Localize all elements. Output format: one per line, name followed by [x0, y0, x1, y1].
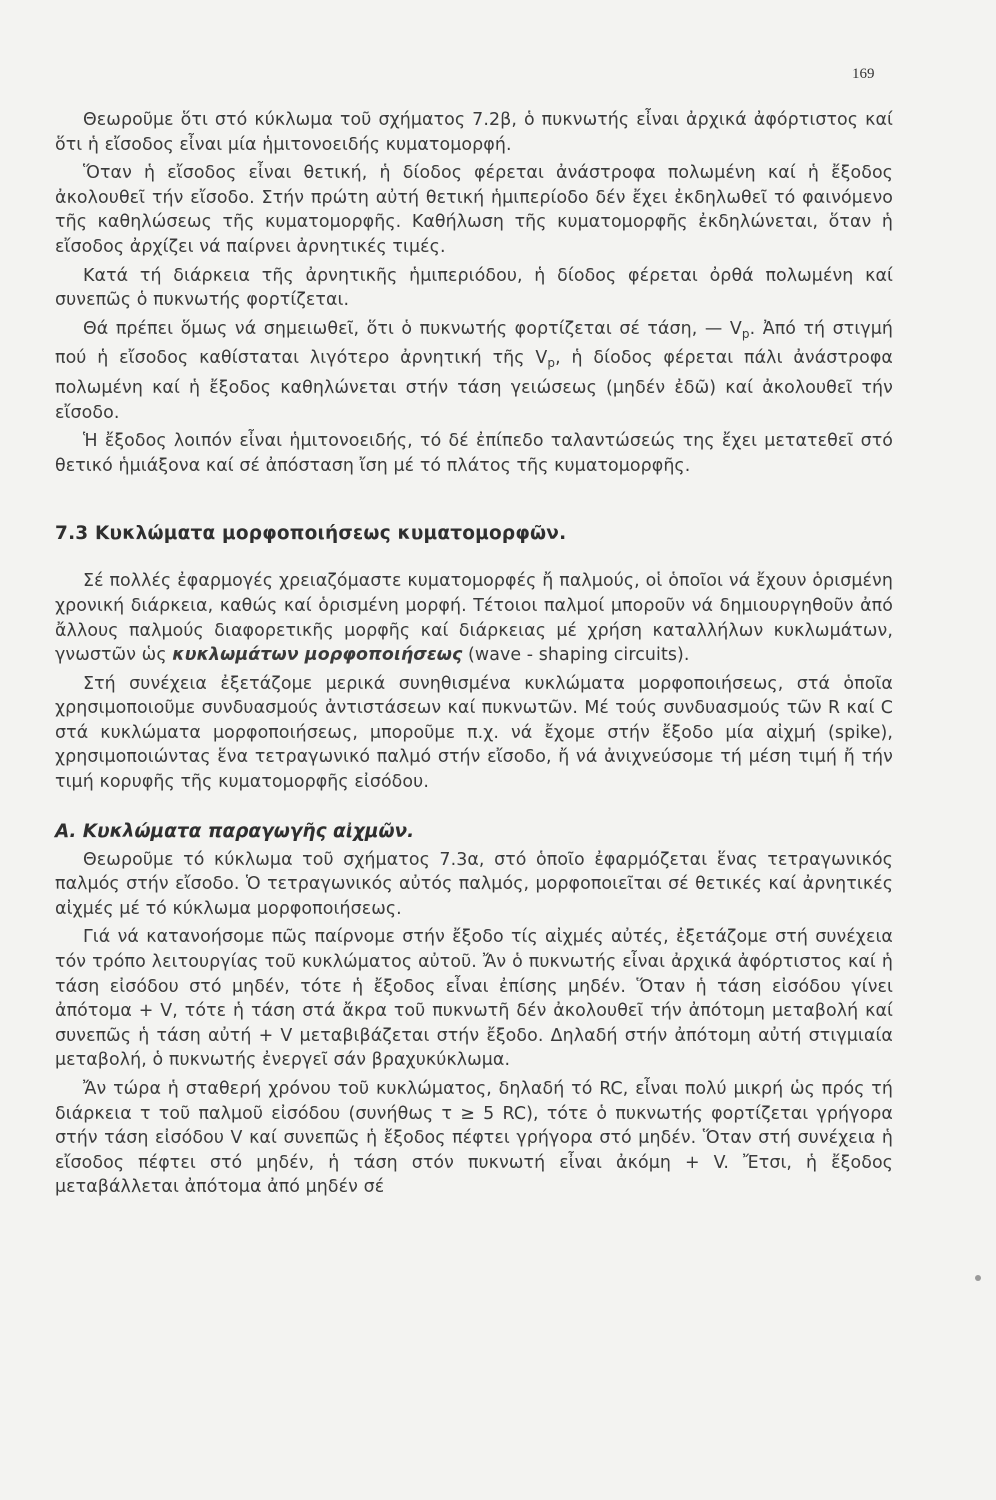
paragraph-8: Θεωροῦμε τό κύκλωμα τοῦ σχήματος 7.3α, στό ὁποῖο ἐφαρμόζεται ἕνας τετραγωνικός παλμός στήν εἴσοδο. Ὁ τετραγωνικός αὐτός παλμός, μορφοποιεῖται σέ θετικές καί ἀρνητικές αἰχμές μέ τό κύκλωμα μορφοποιήσεως.	[55, 849, 893, 919]
paragraph-4-text-a: Θά πρέπει ὅμως νά σημειωθεῖ, ὅτι ὁ πυκνωτής φορτίζεται σέ τάση, — V	[83, 318, 742, 339]
paragraph-6-text-b: (wave - shaping circuits).	[462, 645, 690, 666]
scan-speck	[975, 1275, 981, 1281]
paragraph-5: Ἡ ἔξοδος λοιπόν εἶναι ἡμιτονοειδής, τό δέ ἐπίπεδο ταλαντώσεώς της ἔχει μετατεθεῖ στό θετικό ἡμιάξονα καί σέ ἀπόσταση ἴση μέ τό πλάτος τῆς κυματομορφῆς.	[55, 431, 893, 476]
section-heading: 7.3 Κυκλώματα μορφοποιήσεως κυματομορφῶν.	[55, 523, 567, 545]
emphasized-term: κυκλωμάτων μορφοποιήσεως	[172, 645, 463, 666]
paragraph-4	[55, 317, 893, 425]
paragraph-1: Θεωροῦμε ὅτι στό κύκλωμα τοῦ σχήματος 7.2β, ὁ πυκνωτής εἶναι ἀρχικά ἀφόρτιστος καί ὅτι ἡ εἴσοδος εἶναι μία ἡμιτονοειδής κυματομορφή.	[55, 110, 893, 155]
subscript-p: p	[547, 356, 556, 371]
paragraph-4-text-b: . Ἀπό τή στιγμή πού ἡ εἴσοδος καθίσταται λιγότερο ἀρνητική τῆς V	[55, 318, 893, 369]
paragraph-2: Ὅταν ἡ εἴσοδος εἶναι θετική, ἡ δίοδος φέρεται ἀνάστροφα πολωμένη καί ἡ ἔξοδος ἀκολουθεῖ τήν εἴσοδο. Στήν πρώτη αὐτή θετική ἡμιπερίοδο δέν ἔχει ἐκδηλωθεῖ τό φαινόμενο τῆς καθηλώσεως τῆς κυματομορφῆς. Καθήλωση τῆς κυματομορφῆς ἐκδηλώνεται, ὅταν ἡ εἴσοδος ἀρχίζει νά παίρνει ἀρνητικές τιμές.	[55, 163, 893, 257]
page-body	[55, 108, 893, 1200]
subscript-p: p	[741, 326, 750, 341]
subsection-heading: Α. Κυκλώματα παραγωγῆς αἰχμῶν.	[55, 820, 415, 842]
page-number: 169	[852, 66, 875, 82]
paragraph-3: Κατά τή διάρκεια τῆς ἀρνητικῆς ἡμιπεριόδου, ἡ δίοδος φέρεται ὀρθά πολωμένη καί συνεπῶς ὁ πυκνωτής φορτίζεται.	[55, 265, 893, 311]
paragraph-9: Γιά νά κατανοήσομε πῶς παίρνομε στήν ἔξοδο τίς αἰχμές αὐτές, ἐξετάζομε στή συνέχεια τόν τρόπο λειτουργίας τοῦ κυκλώματος αὐτοῦ. Ἄν ὁ πυκνωτής εἶναι ἀρχικά ἀφόρτιστος καί ἡ τάση εἰσόδου στό μηδέν, τότε ἡ ἔξοδος εἶναι ἐπίσης μηδέν. Ὅταν ἡ τάση εἰσόδου γίνει ἀπότομα + V, τότε ἡ τάση στά ἄκρα τοῦ πυκνωτῆ δέν ἀκολουθεῖ τήν ἀπότομη μεταβολή καί συνεπῶς ἡ τάση αὐτή + V μεταβιβάζεται στήν ἔξοδο. Δηλαδή στήν ἀπότομη αὐτή στιγμιαία μεταβολή, ὁ πυκνωτής ἐνεργεῖ σάν βραχυκύκλωμα.	[55, 927, 893, 1071]
paragraph-7: Στή συνέχεια ἐξετάζομε μερικά συνηθισμένα κυκλώματα μορφοποιήσεως, στά ὁποῖα χρησιμοποιοῦμε συνδυασμούς ἀντιστάσεων καί πυκνωτῶν. Μέ τούς συνδυασμούς τῶν R καί C στά κυκλώματα μορφοποιήσεως, μποροῦμε π.χ. νά ἔχομε στήν ἔξοδο μία αἰχμή (spike), χρησιμοποιώντας ἕνα τετραγωνικό παλμό στήν εἴσοδο, ἤ νά ἀνιχνεύσομε τή μέση τιμή ἤ τήν τιμή κορυφῆς τῆς κυματομορφῆς εἰσόδου.	[55, 673, 893, 793]
paragraph-6	[55, 569, 893, 667]
paragraph-10: Ἄν τώρα ἡ σταθερή χρόνου τοῦ κυκλώματος, δηλαδή τό RC, εἶναι πολύ μικρή ὡς πρός τή διάρκεια τ τοῦ παλμοῦ εἰσόδου (συνήθως τ ≥ 5 RC), τότε ὁ πυκνωτής φορτίζεται γρήγορα στήν τάση εἰσόδου V καί συνεπῶς ἡ ἔξοδος πέφτει γρήγορα στό μηδέν. Ὅταν στή συνέχεια ἡ εἴσοδος πέφτει στό μηδέν, ἡ τάση στόν πυκνωτή εἶναι ἀκόμη + V. Ἔτσι, ἡ ἔξοδος μεταβάλλεται ἀπότομα ἀπό μηδέν σέ	[55, 1079, 893, 1198]
paragraph-4-text-c: , ἡ δίοδος φέρεται πάλι ἀνάστροφα πολωμένη καί ἡ ἔξοδος καθηλώνεται στήν τάση γειώσεως (μηδέν ἐδῶ) καί ἀκολουθεῖ τήν εἴσοδο.	[55, 348, 893, 423]
paragraph-6-text-a: Σέ πολλές ἐφαρμογές χρειαζόμαστε κυματομορφές ἤ παλμούς, οἱ ὁποῖοι νά ἔχουν ὁρισμένη χρονική διάρκεια, καθώς καί ὁρισμένη μορφή. Τέτοιοι παλμοί μποροῦν νά δημιουργηθοῦν ἀπό ἄλλους παλμούς διαφορετικῆς μορφῆς καί διάρκειας μέ χρήση καταλλήλων κυκλωμάτων, γνωστῶν ὡς	[55, 571, 893, 666]
